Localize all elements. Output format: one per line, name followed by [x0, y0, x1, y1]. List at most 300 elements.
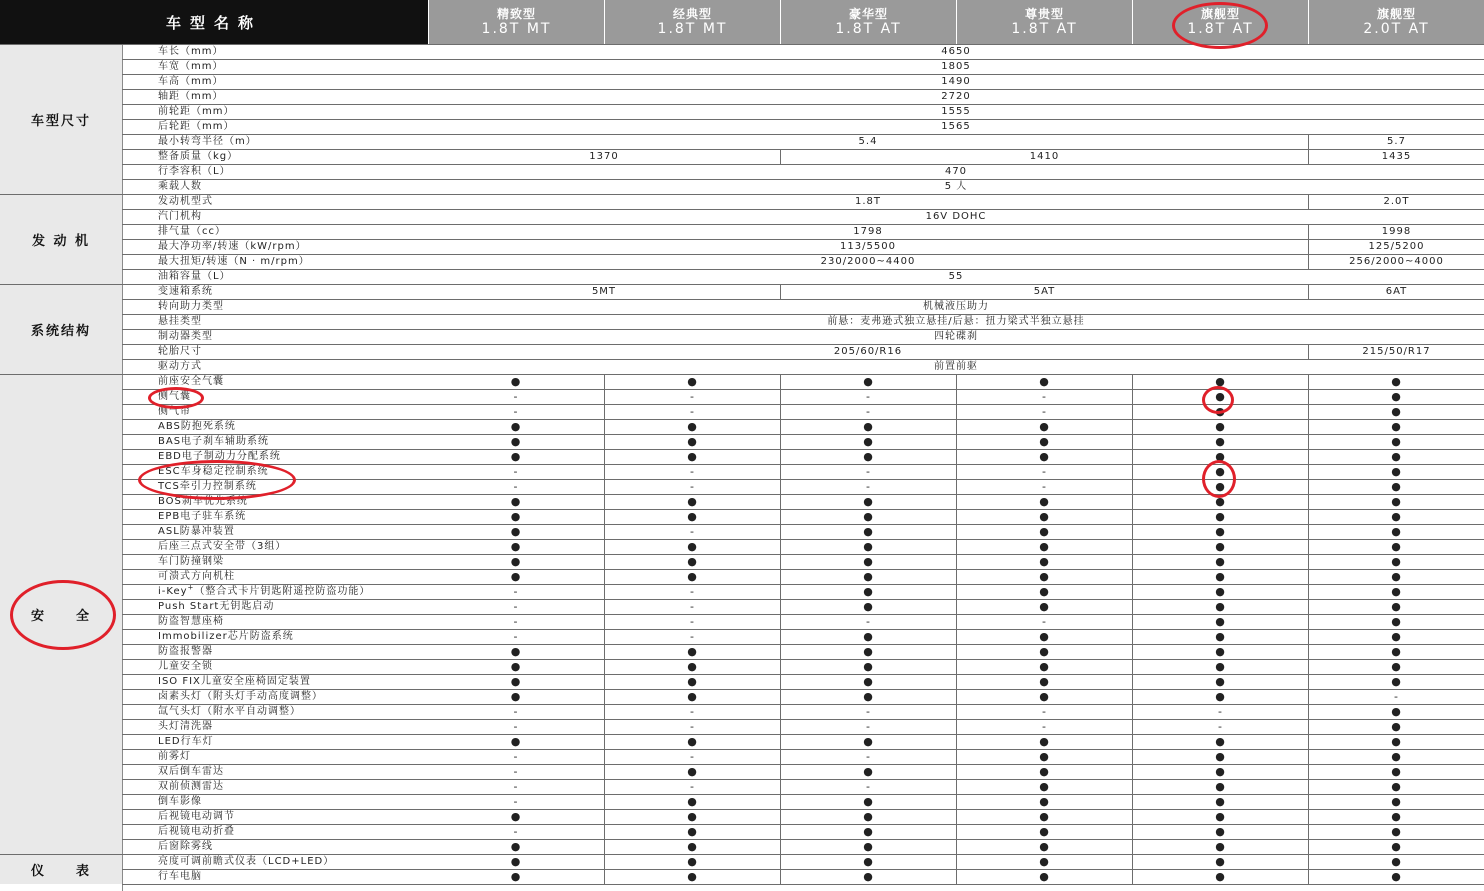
row-label-36	[128, 584, 428, 599]
row-28-col-4: ●	[1132, 464, 1308, 479]
row-label-54	[128, 854, 428, 869]
row-10-col-5: 2.0T	[1308, 194, 1484, 209]
row-49-col-3: ●	[956, 779, 1132, 794]
row-31-col-3: ●	[956, 509, 1132, 524]
row-14-col-0: 230/2000~4400	[820, 256, 916, 267]
row-53-col-1: ●	[604, 839, 780, 854]
row-27-col-2: ●	[780, 449, 956, 464]
row-34-col-1: ●	[604, 554, 780, 569]
model-name: 尊贵型	[1024, 7, 1064, 21]
row-label-text: 儿童安全锁	[158, 661, 213, 672]
row-27-col-0: ●	[510, 450, 522, 463]
row-43-col-3: ●	[956, 689, 1132, 704]
row-label-53	[128, 839, 428, 854]
row-53-col-3: ●	[956, 839, 1132, 854]
group-1: 发 动 机	[0, 194, 122, 284]
row-45-col-3: -	[956, 719, 1132, 734]
model-name: 旗舰型	[1200, 7, 1240, 21]
row-22-col-2: ●	[780, 374, 956, 389]
row-23-col-5: ●	[1308, 389, 1484, 404]
row-label-47	[128, 749, 428, 764]
row-33-col-4: ●	[1132, 539, 1308, 554]
row-39-col-0: -	[513, 630, 519, 643]
row-38-col-5: ●	[1308, 614, 1484, 629]
row-label-text: 最大净功率/转速（kW/rpm）	[158, 241, 307, 252]
row-4-col-0: 1555	[941, 106, 971, 117]
row-49-col-1: -	[604, 779, 780, 794]
row-44-col-0: -	[513, 705, 519, 718]
row-23-col-2: -	[780, 389, 956, 404]
row-37-col-4: ●	[1132, 599, 1308, 614]
row-label-45	[128, 719, 428, 734]
row-label-22	[128, 374, 428, 389]
row-54-col-3: ●	[956, 854, 1132, 869]
model-name: 经典型	[672, 7, 712, 21]
row-36-col-3: ●	[956, 584, 1132, 599]
row-label-9	[128, 179, 428, 194]
row-label-5	[128, 119, 428, 134]
row-label-48	[128, 764, 428, 779]
row-40-col-2: ●	[780, 644, 956, 659]
row-5-col-0: 1565	[941, 121, 971, 132]
row-41-col-4: ●	[1132, 659, 1308, 674]
row-24-col-0: -	[513, 405, 519, 418]
row-39-col-2: ●	[780, 629, 956, 644]
row-label-text: 可溃式方向机柱	[158, 571, 235, 582]
row-6-col-5: 5.7	[1308, 134, 1484, 149]
row-29-col-0: -	[513, 480, 519, 493]
row-label-14	[128, 254, 428, 269]
row-29-col-4: ●	[1132, 479, 1308, 494]
row-label-27	[128, 449, 428, 464]
row-23-col-3: -	[956, 389, 1132, 404]
row-40-col-3: ●	[956, 644, 1132, 659]
row-24-col-3: -	[956, 404, 1132, 419]
row-label-2	[128, 74, 428, 89]
row-45-col-5: ●	[1308, 719, 1484, 734]
row-30-col-0: ●	[510, 495, 522, 508]
row-25-col-5: ●	[1308, 419, 1484, 434]
row-26-col-5: ●	[1308, 434, 1484, 449]
row-41-col-3: ●	[956, 659, 1132, 674]
row-label-text: Push Start无钥匙启动	[158, 601, 275, 612]
row-31-col-0: ●	[510, 510, 522, 523]
row-36-col-0: -	[513, 585, 519, 598]
row-26-col-3: ●	[956, 434, 1132, 449]
row-label-52	[128, 824, 428, 839]
row-54-col-0: ●	[510, 855, 522, 868]
row-30-col-5: ●	[1308, 494, 1484, 509]
row-label-39	[128, 629, 428, 644]
row-2-col-0: 1490	[941, 76, 971, 87]
row-51-col-5: ●	[1308, 809, 1484, 824]
row-29-col-3: -	[956, 479, 1132, 494]
row-51-col-0: ●	[510, 810, 522, 823]
row-label-21	[128, 359, 428, 374]
row-label-34	[128, 554, 428, 569]
row-label-text: 双后倒车雷达	[158, 766, 224, 777]
row-48-col-4: ●	[1132, 764, 1308, 779]
row-50-col-3: ●	[956, 794, 1132, 809]
row-47-col-0: -	[513, 750, 519, 763]
row-label-text: 前轮距（mm）	[158, 106, 235, 117]
model-name: 豪华型	[848, 7, 888, 21]
row-22-col-0: ●	[510, 375, 522, 388]
row-12-col-5: 1998	[1308, 224, 1484, 239]
model-spec: 1.8T AT	[835, 21, 902, 37]
row-label-42	[128, 674, 428, 689]
row-34-col-0: ●	[510, 555, 522, 568]
row-34-col-3: ●	[956, 554, 1132, 569]
row-label-11	[128, 209, 428, 224]
row-13-col-0: 113/5500	[840, 241, 896, 252]
row-47-col-1: -	[604, 749, 780, 764]
row-51-col-1: ●	[604, 809, 780, 824]
row-label-23	[128, 389, 428, 404]
row-46-col-1: ●	[604, 734, 780, 749]
row-label-32	[128, 524, 428, 539]
row-39-col-3: ●	[956, 629, 1132, 644]
row-27-col-3: ●	[956, 449, 1132, 464]
row-16-col-5: 6AT	[1308, 284, 1484, 299]
row-50-col-5: ●	[1308, 794, 1484, 809]
row-45-col-1: -	[604, 719, 780, 734]
header-model-3	[956, 0, 1132, 44]
row-label-text: ASL防暴冲装置	[158, 526, 235, 537]
row-49-col-2: -	[780, 779, 956, 794]
row-44-col-2: -	[780, 704, 956, 719]
row-35-col-5: ●	[1308, 569, 1484, 584]
row-52-col-3: ●	[956, 824, 1132, 839]
row-38-col-4: ●	[1132, 614, 1308, 629]
row-34-col-2: ●	[780, 554, 956, 569]
row-label-text: 倒车影像	[158, 796, 202, 807]
row-32-col-2: ●	[780, 524, 956, 539]
row-31-col-2: ●	[780, 509, 956, 524]
row-label-25	[128, 419, 428, 434]
row-35-col-2: ●	[780, 569, 956, 584]
row-45-col-4: -	[1132, 719, 1308, 734]
model-spec: 2.0T AT	[1363, 21, 1430, 37]
row-45-col-2: -	[780, 719, 956, 734]
row-53-col-0: ●	[510, 840, 522, 853]
row-28-col-0: -	[513, 465, 519, 478]
row-47-col-4: ●	[1132, 749, 1308, 764]
row-label-8	[128, 164, 428, 179]
row-label-text: 悬挂类型	[158, 316, 202, 327]
row-38-col-3: -	[956, 614, 1132, 629]
row-31-col-5: ●	[1308, 509, 1484, 524]
row-8-col-0: 470	[944, 166, 968, 177]
row-53-col-2: ●	[780, 839, 956, 854]
row-28-col-5: ●	[1308, 464, 1484, 479]
row-38-col-0: -	[513, 615, 519, 628]
row-label-38	[128, 614, 428, 629]
row-label-text: ABS防抱死系统	[158, 421, 236, 432]
row-52-col-5: ●	[1308, 824, 1484, 839]
row-label-text: 转向助力类型	[158, 301, 224, 312]
row-24-col-5: ●	[1308, 404, 1484, 419]
row-label-text: EBD电子制动力分配系统	[158, 451, 281, 462]
row-label-4	[128, 104, 428, 119]
row-0-col-0: 4650	[941, 46, 971, 57]
row-22-col-5: ●	[1308, 374, 1484, 389]
row-35-col-3: ●	[956, 569, 1132, 584]
row-42-col-2: ●	[780, 674, 956, 689]
row-label-text: 后座三点式安全带（3组）	[158, 541, 287, 552]
row-label-text: i-Key	[158, 586, 188, 597]
row-50-col-2: ●	[780, 794, 956, 809]
row-47-col-2: -	[780, 749, 956, 764]
row-7-col-0: 1370	[589, 151, 619, 162]
row-label-55	[128, 869, 428, 884]
row-40-col-5: ●	[1308, 644, 1484, 659]
row-43-col-0: ●	[510, 690, 522, 703]
row-label-41	[128, 659, 428, 674]
row-12-col-0: 1798	[853, 226, 883, 237]
row-42-col-0: ●	[510, 675, 522, 688]
row-28-col-3: -	[956, 464, 1132, 479]
row-26-col-4: ●	[1132, 434, 1308, 449]
row-9-col-0: 5 人	[944, 181, 968, 192]
row-label-33	[128, 539, 428, 554]
row-label-text: 侧气囊	[158, 391, 191, 402]
row-label-text: 制动器类型	[158, 331, 213, 342]
row-35-col-4: ●	[1132, 569, 1308, 584]
row-52-col-1: ●	[604, 824, 780, 839]
row-label-0	[128, 44, 428, 59]
row-41-col-5: ●	[1308, 659, 1484, 674]
row-24-col-2: -	[780, 404, 956, 419]
row-label-text: 后视镜电动调节	[158, 811, 235, 822]
row-label-17	[128, 299, 428, 314]
model-spec: 1.8T AT	[1187, 21, 1254, 37]
row-label-24	[128, 404, 428, 419]
row-20-col-0: 205/60/R16	[833, 346, 903, 357]
row-label-37	[128, 599, 428, 614]
row-34-col-5: ●	[1308, 554, 1484, 569]
row-43-col-4: ●	[1132, 689, 1308, 704]
row-10-col-0: 1.8T	[854, 196, 881, 207]
row-25-col-1: ●	[604, 419, 780, 434]
row-54-col-5: ●	[1308, 854, 1484, 869]
row-label-text: 亮度可调前瞻式仪表（LCD+LED）	[158, 856, 335, 867]
row-32-col-0: ●	[510, 525, 522, 538]
row-36-col-4: ●	[1132, 584, 1308, 599]
row-31-col-1: ●	[604, 509, 780, 524]
row-39-col-5: ●	[1308, 629, 1484, 644]
row-label-29	[128, 479, 428, 494]
row-label-16	[128, 284, 428, 299]
group-0: 车型尺寸	[0, 44, 122, 194]
row-25-col-2: ●	[780, 419, 956, 434]
row-label-43	[128, 689, 428, 704]
row-14-col-5: 256/2000~4000	[1308, 254, 1484, 269]
row-label-text: 卤素头灯（附头灯手动高度调整）	[158, 691, 323, 702]
row-label-text: 头灯清洗器	[158, 721, 213, 732]
row-label-text: 最大扭矩/转速（N · m/rpm）	[158, 256, 310, 267]
row-44-col-1: -	[604, 704, 780, 719]
header-model-5	[1308, 0, 1484, 44]
row-37-col-3: ●	[956, 599, 1132, 614]
row-50-col-1: ●	[604, 794, 780, 809]
row-label-35	[128, 569, 428, 584]
row-label-rest: （整合式卡片钥匙附遥控防盗功能）	[194, 586, 371, 597]
row-35-col-0: ●	[510, 570, 522, 583]
group-2: 系统结构	[0, 284, 122, 374]
row-54-col-1: ●	[604, 854, 780, 869]
row-33-col-5: ●	[1308, 539, 1484, 554]
row-label-text: 排气量（cc）	[158, 226, 226, 237]
row-40-col-4: ●	[1132, 644, 1308, 659]
row-label-12	[128, 224, 428, 239]
row-label-text: 后轮距（mm）	[158, 121, 235, 132]
row-53-col-5: ●	[1308, 839, 1484, 854]
header-model-2	[780, 0, 956, 44]
row-33-col-3: ●	[956, 539, 1132, 554]
model-spec: 1.8T AT	[1011, 21, 1078, 37]
row-54-col-4: ●	[1132, 854, 1308, 869]
model-name: 旗舰型	[1376, 7, 1416, 21]
row-32-col-5: ●	[1308, 524, 1484, 539]
row-43-col-1: ●	[604, 689, 780, 704]
group-4: 仪 表	[0, 854, 122, 884]
row-33-col-0: ●	[510, 540, 522, 553]
row-label-31	[128, 509, 428, 524]
row-26-col-0: ●	[510, 435, 522, 448]
row-42-col-5: ●	[1308, 674, 1484, 689]
row-42-col-4: ●	[1132, 674, 1308, 689]
row-53-col-4: ●	[1132, 839, 1308, 854]
row-label-30	[128, 494, 428, 509]
row-46-col-0: ●	[510, 735, 522, 748]
row-label-text: BAS电子刹车辅助系统	[158, 436, 270, 447]
header-model-4	[1132, 0, 1308, 44]
row-label-text: BOS刹车优先系统	[158, 496, 248, 507]
row-46-col-4: ●	[1132, 734, 1308, 749]
row-28-col-1: -	[604, 464, 780, 479]
row-48-col-2: ●	[780, 764, 956, 779]
row-30-col-1: ●	[604, 494, 780, 509]
row-36-col-2: ●	[780, 584, 956, 599]
row-42-col-1: ●	[604, 674, 780, 689]
row-label-text: 油箱容量（L）	[158, 271, 231, 282]
row-48-col-5: ●	[1308, 764, 1484, 779]
row-11-col-0: 16V DOHC	[925, 211, 987, 222]
row-28-col-2: -	[780, 464, 956, 479]
row-label-text: TCS牵引力控制系统	[158, 481, 257, 492]
row-20-col-5: 215/50/R17	[1308, 344, 1484, 359]
row-label-15	[128, 269, 428, 284]
row-label-text: 前雾灯	[158, 751, 191, 762]
row-label-13	[128, 239, 428, 254]
row-37-col-2: ●	[780, 599, 956, 614]
row-label-text: 前座安全气囊	[158, 376, 224, 387]
row-46-col-2: ●	[780, 734, 956, 749]
row-label-text: LED行车灯	[158, 736, 214, 747]
header-title: 车型名称	[0, 0, 428, 44]
row-label-text: ISO FIX儿童安全座椅固定装置	[158, 676, 311, 687]
row-34-col-4: ●	[1132, 554, 1308, 569]
row-21-col-0: 前置前驱	[934, 361, 978, 372]
row-42-col-3: ●	[956, 674, 1132, 689]
row-38-col-2: -	[780, 614, 956, 629]
model-spec: 1.8T MT	[481, 21, 552, 37]
row-26-col-1: ●	[604, 434, 780, 449]
row-label-text: 侧气帘	[158, 406, 191, 417]
row-48-col-0: -	[513, 765, 519, 778]
row-label-text: 变速箱系统	[158, 286, 213, 297]
row-22-col-4: ●	[1132, 374, 1308, 389]
row-3-col-0: 2720	[941, 91, 971, 102]
row-32-col-3: ●	[956, 524, 1132, 539]
row-23-col-0: -	[513, 390, 519, 403]
row-label-text: 车长（mm）	[158, 46, 224, 57]
row-label-text: 双前侦测雷达	[158, 781, 224, 792]
row-23-col-1: -	[604, 389, 780, 404]
row-37-col-1: -	[604, 599, 780, 614]
row-label-text: 车门防撞钢梁	[158, 556, 224, 567]
row-16-col-0: 5MT	[591, 286, 617, 297]
row-label-19	[128, 329, 428, 344]
row-37-col-5: ●	[1308, 599, 1484, 614]
row-33-col-2: ●	[780, 539, 956, 554]
row-label-3	[128, 89, 428, 104]
row-52-col-2: ●	[780, 824, 956, 839]
row-54-col-2: ●	[780, 854, 956, 869]
row-44-col-4: -	[1132, 704, 1308, 719]
row-27-col-1: ●	[604, 449, 780, 464]
row-55-col-0: ●	[510, 870, 522, 883]
row-label-text: 后视镜电动折叠	[158, 826, 235, 837]
row-label-50	[128, 794, 428, 809]
row-label-40	[128, 644, 428, 659]
row-48-col-1: ●	[604, 764, 780, 779]
row-label-text: 车高（mm）	[158, 76, 224, 87]
row-label-text: 行李容积（L）	[158, 166, 231, 177]
row-6-col-0: 5.4	[858, 136, 878, 147]
row-30-col-2: ●	[780, 494, 956, 509]
row-7-col-5: 1435	[1308, 149, 1484, 164]
row-41-col-2: ●	[780, 659, 956, 674]
row-39-col-4: ●	[1132, 629, 1308, 644]
row-50-col-0: -	[513, 795, 519, 808]
row-51-col-3: ●	[956, 809, 1132, 824]
row-18-col-0: 前悬：麦弗逊式独立悬挂/后悬：扭力梁式半独立悬挂	[827, 316, 1085, 327]
row-label-text: 乘载人数	[158, 181, 202, 192]
row-15-col-0: 55	[948, 271, 964, 282]
row-33-col-1: ●	[604, 539, 780, 554]
row-40-col-0: ●	[510, 645, 522, 658]
row-32-col-1: -	[604, 524, 780, 539]
row-7-col-2: 1410	[780, 149, 1308, 164]
row-50-col-4: ●	[1132, 794, 1308, 809]
row-52-col-4: ●	[1132, 824, 1308, 839]
row-25-col-4: ●	[1132, 419, 1308, 434]
row-49-col-5: ●	[1308, 779, 1484, 794]
row-30-col-4: ●	[1132, 494, 1308, 509]
row-30-col-3: ●	[956, 494, 1132, 509]
row-51-col-2: ●	[780, 809, 956, 824]
header-model-0	[428, 0, 604, 44]
row-24-col-4: ●	[1132, 404, 1308, 419]
row-label-28	[128, 464, 428, 479]
row-38-col-1: -	[604, 614, 780, 629]
row-25-col-0: ●	[510, 420, 522, 433]
row-label-text: Immobilizer芯片防盗系统	[158, 631, 294, 642]
row-label-text: 驱动方式	[158, 361, 202, 372]
row-48-col-3: ●	[956, 764, 1132, 779]
